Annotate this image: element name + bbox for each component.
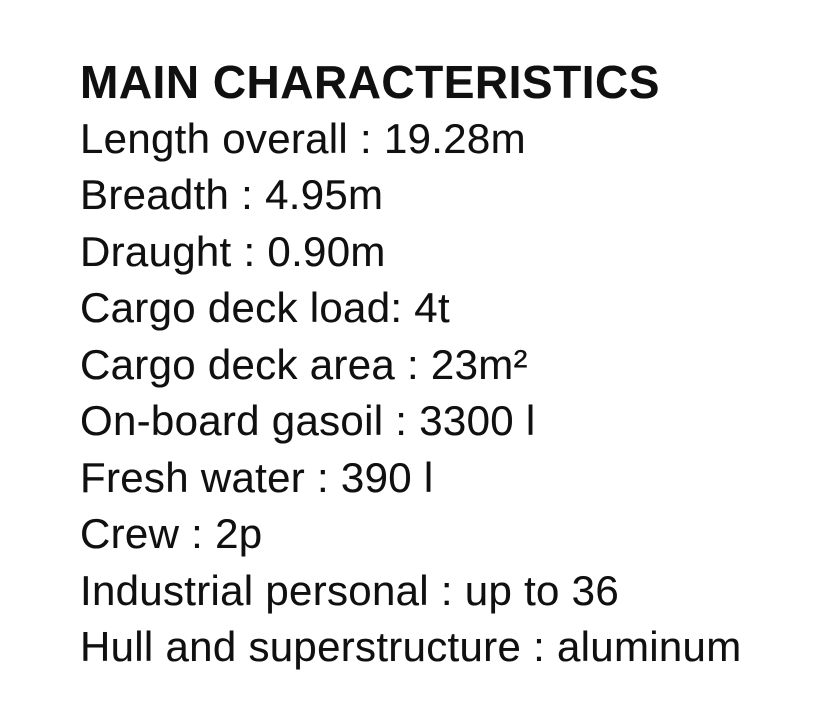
spec-line-draught: Draught : 0.90m xyxy=(80,227,386,275)
main-characteristics-title: MAIN CHARACTERISTICS xyxy=(80,56,660,108)
spec-line-fresh-water: Fresh water : 390 l xyxy=(80,453,434,501)
spec-line-breadth: Breadth : 4.95m xyxy=(80,171,384,218)
spec-line-crew: Crew : 2p xyxy=(80,510,263,557)
spec-line-industrial-personal: Industrial personal : up to 36 xyxy=(80,566,620,614)
spec-line-cargo-deck-load: Cargo deck load: 4t xyxy=(80,284,450,331)
spec-line-onboard-gasoil: On-board gasoil : 3300 l xyxy=(80,397,536,444)
spec-line-hull-superstructure: Hull and superstructure : aluminum xyxy=(80,623,742,670)
main-characteristics-block xyxy=(80,54,742,676)
spec-line-cargo-deck-area: Cargo deck area : 23m² xyxy=(80,340,528,388)
spec-line-length-overall: Length overall : 19.28m xyxy=(80,114,526,162)
